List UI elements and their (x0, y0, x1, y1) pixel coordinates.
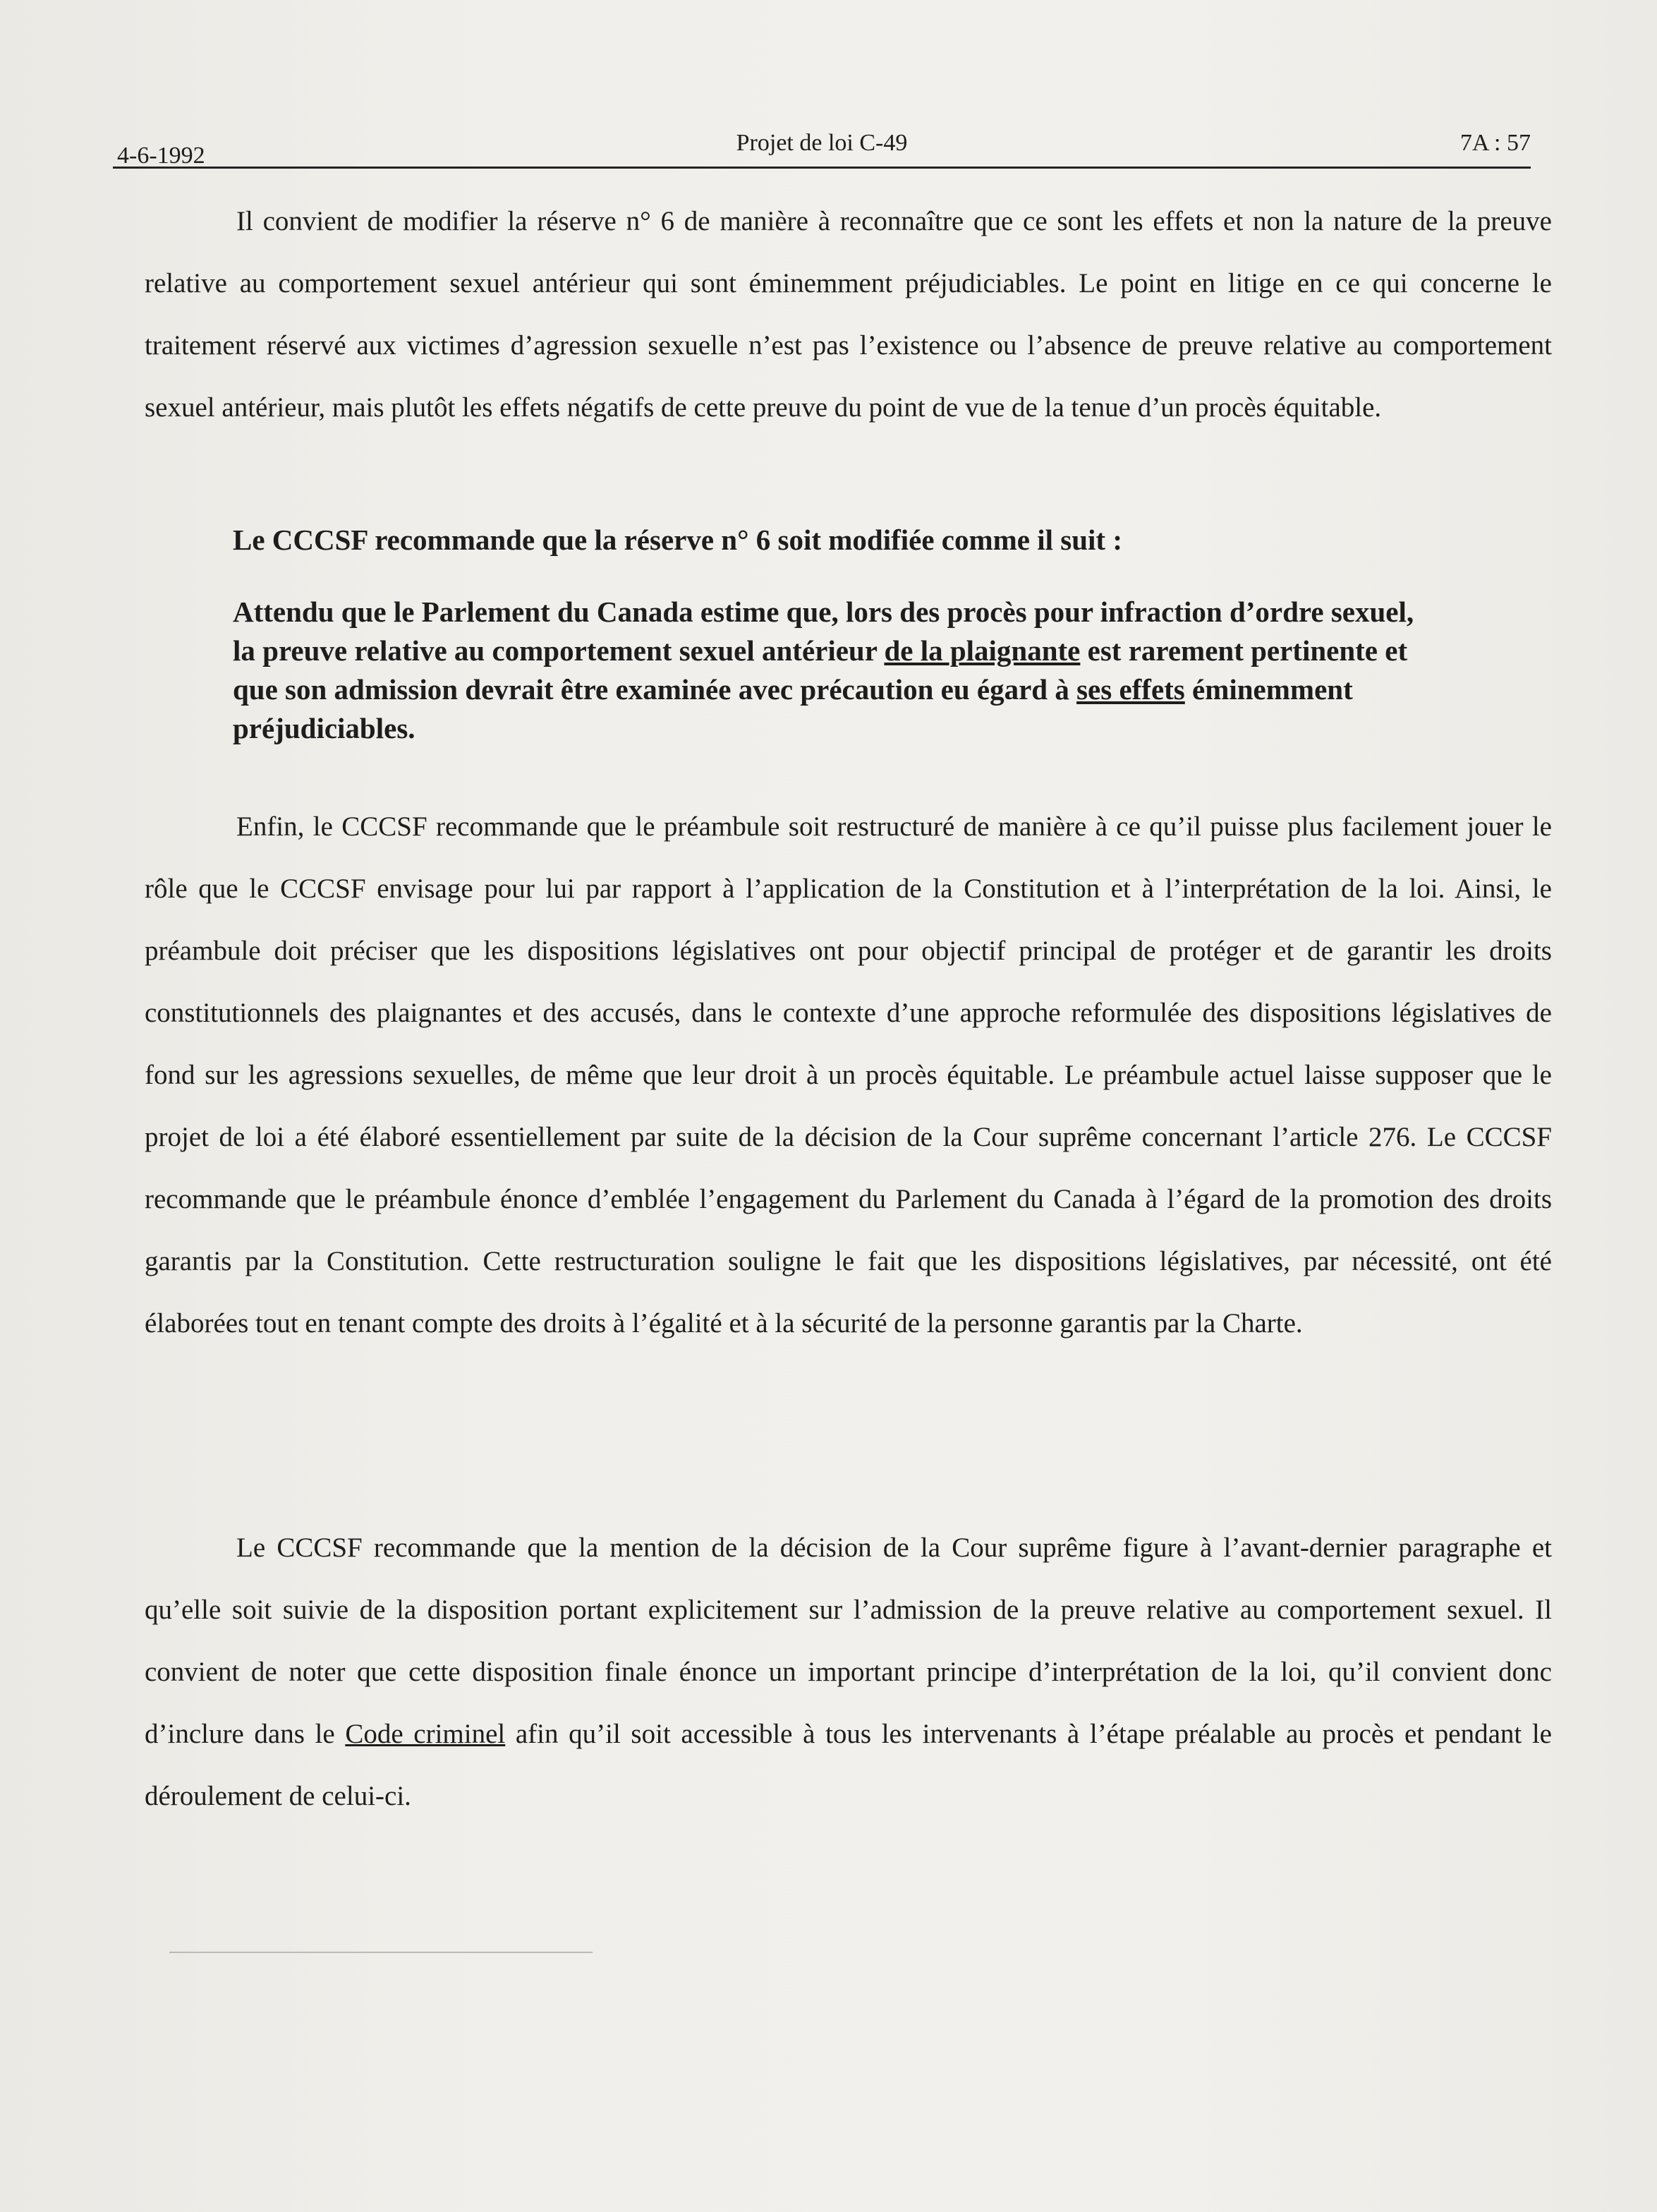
header-page-number: 7A : 57 (1459, 130, 1531, 156)
header-title: Projet de loi C-49 (736, 130, 908, 156)
recommendation-heading: Le CCCSF recommande que la réserve n° 6 soit modifiée comme il suit : (233, 524, 1122, 556)
footnote-divider (169, 1952, 593, 1953)
paragraph-preamble-restructure: Enfin, le CCCSF recommande que le préambule soit restructuré de manière à ce qu’il puisse plus facilement jouer le rôle que le CCCSF envisage pour lui par rapport à l’application de la Constitution et à l’interprétation de la loi. Ainsi, le préambule doit préciser que les dispositions législatives ont pour objectif principal de protéger et de garantir les droits constitutionnels des plaignantes et des accusés, dans le contexte d’une approche reformulée des dispositions législatives de fond sur les agressions sexuelles, de même que leur droit à un procès équitable. Le préambule actuel laisse supposer que le projet de loi a été élaboré essentiellement par suite de la décision de la Cour suprême concernant l’article 276. Le CCCSF recommande que le préambule énonce d’emblée l’engagement du Parlement du Canada à l’égard de la promotion des droits garantis par la Constitution. Cette restructuration souligne le fait que les dispositions législatives, par nécessité, ont été élaborées tout en tenant compte des droits à l’égalité et à la sécurité de la personne garantis par la Charte. (145, 811, 1552, 1338)
paragraph-reserve-6: Il convient de modifier la réserve n° 6 de manière à reconnaître que ce sont les effets et non la nature de la preuve relative au comportement sexuel antérieur qui sont éminemment préjudiciables. Le point en litige en ce qui concerne le traitement réservé aux victimes d’agression sexuelle n’est pas l’existence ou l’absence de preuve relative au comportement sexuel antérieur, mais plutôt les effets négatifs de cette preuve du point de vue de la tenue d’un procès équitable. (145, 206, 1552, 423)
page-header (113, 124, 1531, 169)
header-date: 4-6-1992 (117, 143, 205, 169)
proposed-preamble-clause: Attendu que le Parlement du Canada estime que, lors des procès pour infraction d’ordre sexuel, la preuve relative au comportement sexuel antérieur de la plaignante est rarement pertinente et que son admission devrait être examinée avec précaution eu égard à ses effets éminemment préjudiciables. (233, 596, 1414, 744)
paragraph-supreme-court-mention: Le CCCSF recommande que la mention de la décision de la Cour suprême figure à l’avant-dernier paragraphe et qu’elle soit suivie de la disposition portant explicitement sur l’admission de la preuve relative au comportement sexuel. Il convient de noter que cette disposition finale énonce un important principe d’interprétation de la loi, qu’il convient donc d’inclure dans le Code criminel afin qu’il soit accessible à tous les intervenants à l’étape préalable au procès et pendant le déroulement de celui-ci. (145, 1533, 1552, 1811)
